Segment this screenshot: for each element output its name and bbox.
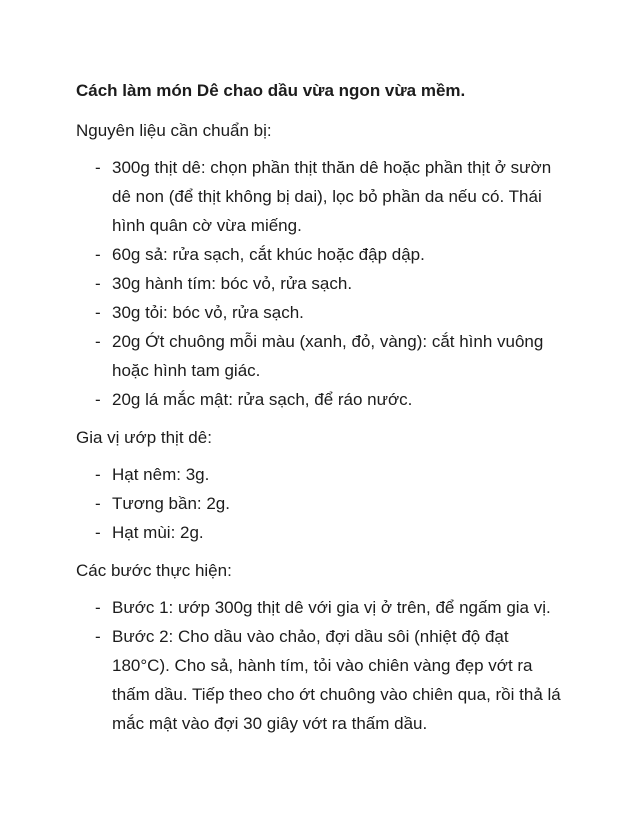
list-item-text: 30g hành tím: bóc vỏ, rửa sạch. — [112, 274, 353, 293]
marinade-list — [76, 460, 566, 547]
section-heading-steps: Các bước thực hiện: — [76, 561, 232, 580]
list-item-text: 20g lá mắc mật: rửa sạch, để ráo nước. — [112, 390, 413, 409]
list-item — [76, 298, 566, 327]
ingredients-list — [76, 153, 566, 414]
list-item-text: Tương bần: 2g. — [112, 494, 230, 513]
list-item-text: 30g tỏi: bóc vỏ, rửa sạch. — [112, 303, 304, 322]
bullet-dash: - — [95, 465, 101, 484]
list-item — [76, 269, 566, 298]
list-item — [76, 460, 566, 489]
list-item — [76, 518, 566, 547]
list-item-text: Hạt nêm: 3g. — [112, 465, 210, 484]
list-item — [76, 240, 566, 269]
steps-list — [76, 593, 566, 738]
list-item — [76, 385, 566, 414]
bullet-dash: - — [95, 303, 101, 322]
list-item-text: 60g sả: rửa sạch, cắt khúc hoặc đập dập. — [112, 245, 425, 264]
list-item — [76, 489, 566, 518]
bullet-dash: - — [95, 494, 101, 513]
section-heading-ingredients: Nguyên liệu cần chuẩn bị: — [76, 121, 272, 140]
list-item-text: 20g Ớt chuông mỗi màu (xanh, đỏ, vàng): cắt hình vuông hoặc hình tam giác. — [112, 332, 544, 380]
list-item — [76, 327, 566, 385]
list-item-text: Bước 2: Cho dầu vào chảo, đợi dầu sôi (nhiệt độ đạt 180°C). Cho sả, hành tím, tỏi vào chiên vàng đẹp vớt ra thấm dầu. Tiếp theo cho ớt chuông vào chiên qua, rồi thả lá mắc mật vào đợi 30 giây vớt ra thấm dầu. — [112, 627, 561, 733]
list-item-text: 300g thịt dê: chọn phần thịt thăn dê hoặc phần thịt ở sườn dê non (để thịt không bị dai), lọc bỏ phần da nếu có. Thái hình quân cờ vừa miếng. — [112, 158, 552, 235]
document-title: Cách làm món Dê chao dầu vừa ngon vừa mềm. — [76, 81, 466, 100]
section-heading-marinade: Gia vị ướp thịt dê: — [76, 428, 212, 447]
list-item — [76, 153, 566, 240]
list-item-text: Bước 1: ướp 300g thịt dê với gia vị ở trên, để ngấm gia vị. — [112, 598, 551, 617]
bullet-dash: - — [95, 390, 101, 409]
list-item-text: Hạt mùi: 2g. — [112, 523, 204, 542]
bullet-dash: - — [95, 523, 101, 542]
bullet-dash: - — [95, 158, 101, 177]
bullet-dash: - — [95, 274, 101, 293]
bullet-dash: - — [95, 598, 101, 617]
bullet-dash: - — [95, 627, 101, 646]
bullet-dash: - — [95, 332, 101, 351]
list-item — [76, 593, 566, 622]
bullet-dash: - — [95, 245, 101, 264]
list-item — [76, 622, 566, 738]
